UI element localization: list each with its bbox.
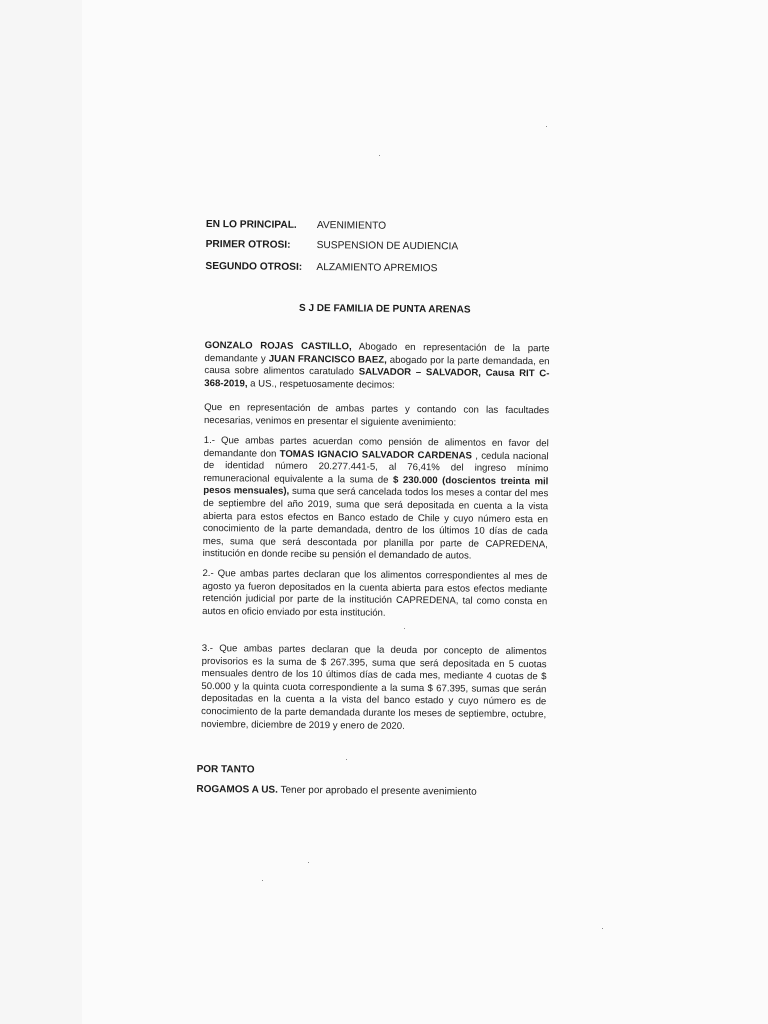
scan-speck	[404, 628, 405, 629]
clause-1-paragraph	[203, 435, 549, 564]
header-value: SUSPENSION DE AUDIENCIA	[316, 240, 459, 253]
por-tanto-heading: POR TANTO	[196, 763, 255, 776]
pension-amount: $ 230.000 (doscientos treinta mil pesos mensuales),	[203, 474, 549, 498]
clause-2-paragraph: 2.- Que ambas partes declaran que los alimentos correspondientes al mes de agosto ya fueron depositados en la cuenta abierta para estos efectos mediante retención judicial por parte de la institución CAPREDENA, tal como consta en autos en oficio enviado por esta institución.	[202, 567, 548, 619]
scan-speck	[379, 155, 380, 156]
header-key: EN LO PRINCIPAL.	[205, 218, 297, 231]
rogamos-text: Tener por aprobado el presente avenimiento	[277, 784, 477, 798]
scan-speck	[262, 880, 263, 881]
scan-speck	[308, 862, 309, 863]
header-value: AVENIMIENTO	[316, 220, 387, 232]
scan-speck	[346, 759, 347, 760]
case-caption: SALVADOR – SALVADOR, Causa RIT C-368-2019,	[204, 366, 550, 390]
clause-text: 1.- Que ambas partes acuerdan como pensión de alimentos en favor del demandante don	[203, 434, 549, 460]
intro-text: a US., respetuosamente decimos:	[247, 378, 395, 391]
court-heading: S J DE FAMILIA DE PUNTA ARENAS	[298, 302, 471, 316]
agreement-paragraph: Que en representación de ambas partes y contando con las facultades necesarias, venimos en presentar el siguiente avenimiento:	[203, 401, 550, 428]
clause-text: , cedula nacional de identidad número 20.277.441-5, al 76,41% del ingreso mínimo remuneracional equivalente a la suma de	[203, 450, 549, 486]
rogamos-label: ROGAMOS A US.	[196, 783, 278, 796]
scan-speck	[602, 928, 603, 929]
intro-text: abogado por la parte demandada, en causa sobre alimentos caratulado	[204, 354, 550, 378]
lawyer-name-defendant: JUAN FRANCISCO BAEZ,	[268, 353, 387, 366]
clause-text: suma que será cancelada todos los meses a contar del mes de septiembre del año 2019, suma que será depositada en cuenta a la vista abierta para estos efectos en Banco estado de Chile y cuyo número esta en conocimiento de la parte demandada, dentro de los últimos 10 días de cada mes, suma que será descontada por planilla por parte de CAPREDENA, institución en donde recibe su pensión el demandado de autos.	[202, 486, 549, 562]
intro-paragraph	[204, 340, 549, 394]
intro-text: Abogado en representación de la parte demandante y	[204, 341, 550, 365]
header-key: SEGUNDO OTROSI:	[205, 260, 303, 273]
beneficiary-name: TOMAS IGNACIO SALVADOR CARDENAS	[279, 448, 473, 462]
header-value: ALZAMIENTO APREMIOS	[316, 262, 438, 275]
header-key: PRIMER OTROSI:	[205, 238, 291, 251]
lawyer-name-plaintiff: GONZALO ROJAS CASTILLO,	[204, 339, 352, 353]
clause-3-paragraph: 3.- Que ambas partes declaran que la deuda por concepto de alimentos provisorios es la suma de $ 267.395, suma que será depositada en 5 cuotas mensuales dentro de los 10 últimos días de cada mes, mediante 4 cuotas de $ 50.000 y la quinta cuota correspondiente a la suma $ 67.395, sumas que serán depositadas en la cuenta a la vista del banco estado y cuyo número es de conocimiento de la parte demandada durante los meses de septiembre, octubre, noviembre, diciembre de 2019 y enero de 2020.	[200, 642, 547, 732]
scan-speck	[546, 126, 547, 127]
